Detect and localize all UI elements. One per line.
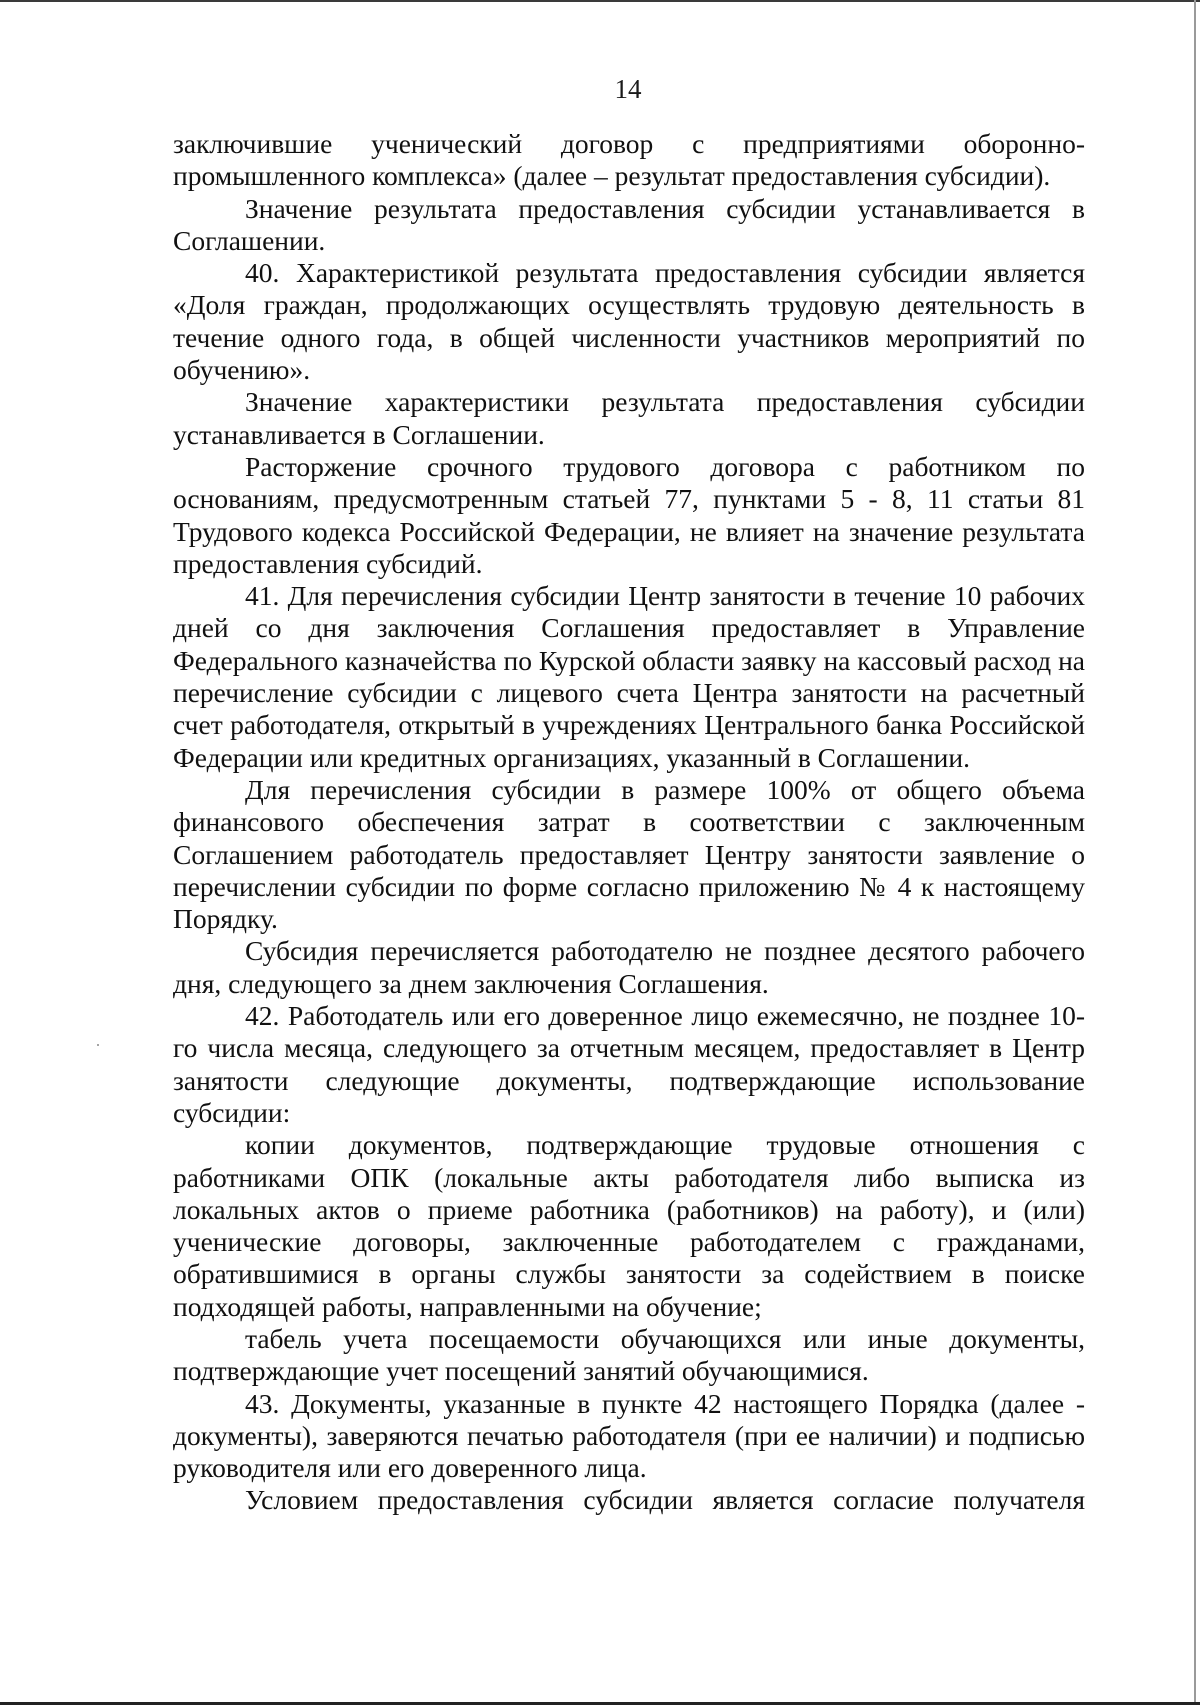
paragraph: Значение характеристики результата предоставления субсидии устанавливается в Соглашении. xyxy=(173,386,1085,450)
scan-right-edge xyxy=(1194,0,1196,1705)
paragraph: Условием предоставления субсидии является согласие получателя xyxy=(245,1484,1085,1516)
paragraph: табель учета посещаемости обучающихся или иные документы, подтверждающие учет посещений занятий обучающимися. xyxy=(173,1322,1085,1387)
paragraph-item-40: 40. Характеристикой результата предоставления субсидии является «Доля граждан, продолжающих осуществлять трудовую деятельность в течение одного года, в общей численности участников мероприятий по обучению». xyxy=(173,257,1085,386)
paragraph-item-41: 41. Для перечисления субсидии Центр занятости в течение 10 рабочих дней со дня заключения Соглашения предоставляет в Управление Федерального казначейства по Курской области заявку на кассовый расход на перечисление субсидии с лицевого счета Центра занятости на расчетный счет работодателя, открытый в учреждениях Центрального банка Российской Федерации или кредитных организациях, указанный в Соглашении. xyxy=(173,580,1085,773)
body-text xyxy=(173,128,1085,1517)
paragraph: Субсидия перечисляется работодателю не позднее десятого рабочего дня, следующего за днем заключения Соглашения. xyxy=(173,935,1085,999)
page-number: 14 xyxy=(614,74,642,104)
scan-top-edge xyxy=(0,0,1200,2)
scan-speck xyxy=(97,1044,99,1046)
paragraph: Значение результата предоставления субсидии устанавливается в Соглашении. xyxy=(173,192,1085,256)
paragraph-item-43: 43. Документы, указанные в пункте 42 настоящего Порядка (далее - документы), заверяются печатью работодателя (при ее наличии) и подписью руководителя или его доверенного лица. xyxy=(173,1387,1085,1484)
paragraph: Расторжение срочного трудового договора с работником по основаниям, предусмотренным статьей 77, пунктами 5 - 8, 11 статьи 81 Трудового кодекса Российской Федерации, не влияет на значение результата предоставления субсидий. xyxy=(173,450,1085,579)
paragraph-continuation: заключившие ученический договор с предприятиями оборонно-промышленного комплекса» (далее – результат предоставления субсидии). xyxy=(173,128,1085,192)
paragraph: копии документов, подтверждающие трудовые отношения с работниками ОПК (локальные акты работодателя либо выписка из локальных актов о приеме работника (работников) на работу), и (или) ученические договоры, заключенные работодателем с гражданами, обратившимися в органы службы занятости за содействием в поиске подходящей работы, направленными на обучение; xyxy=(173,1129,1085,1322)
paragraph-item-42: 42. Работодатель или его доверенное лицо ежемесячно, не позднее 10-го числа месяца, следующего за отчетным месяцем, предоставляет в Центр занятости следующие документы, подтверждающие использование субсидии: xyxy=(173,1000,1085,1128)
paragraph: Для перечисления субсидии в размере 100% от общего объема финансового обеспечения затрат в соответствии с заключенным Соглашением работодатель предоставляет Центру занятости заявление о перечислении субсидии по форме согласно приложению № 4 к настоящему Порядку. xyxy=(173,773,1085,935)
